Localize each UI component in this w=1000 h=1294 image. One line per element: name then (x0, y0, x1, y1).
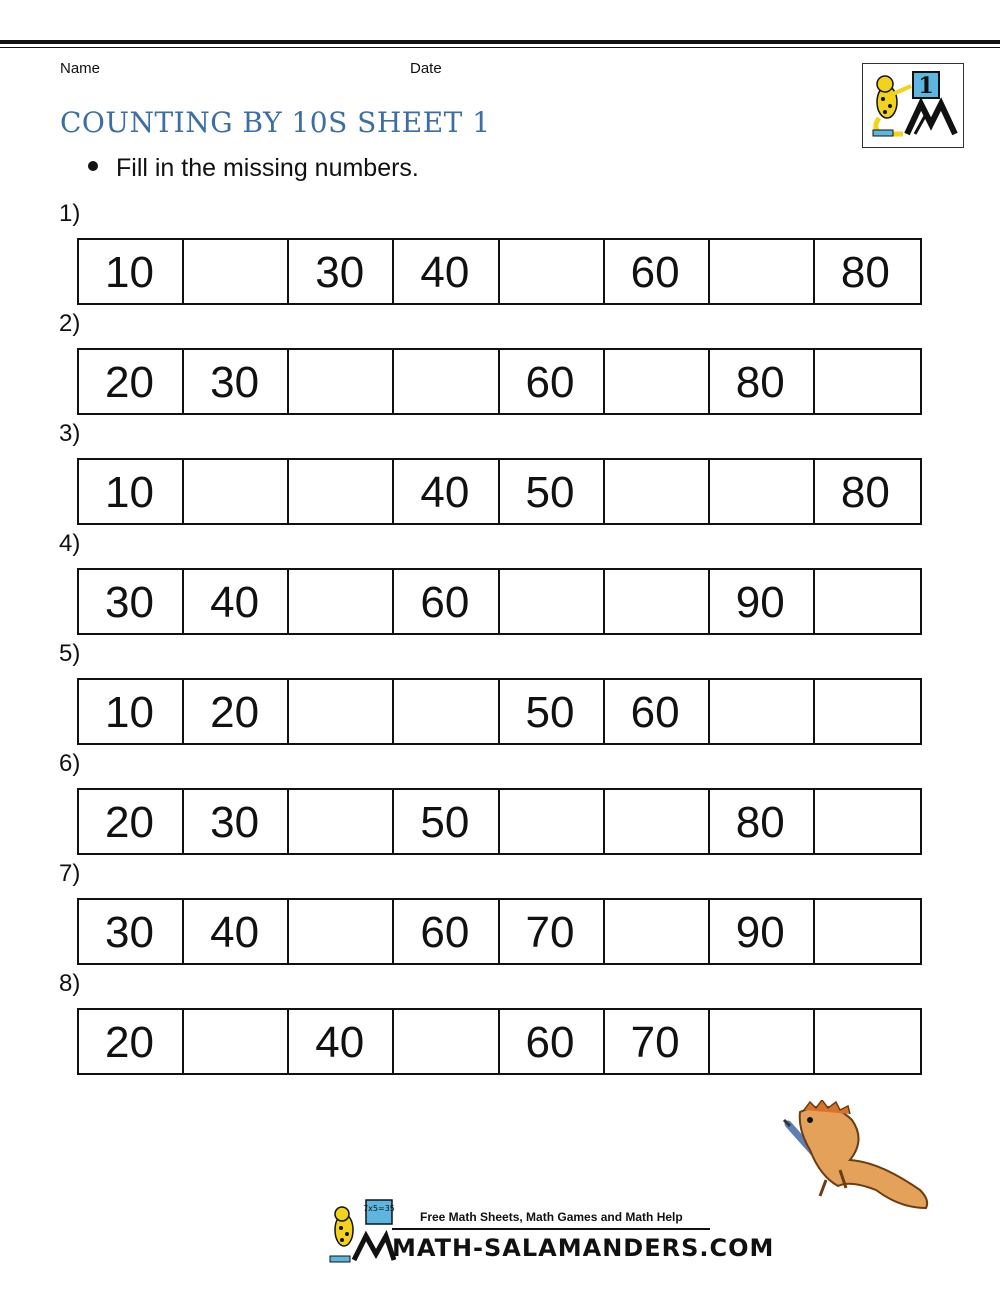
top-rule-thin (0, 47, 1000, 48)
number-cell: 40 (184, 900, 289, 963)
salamander-pencil-icon (780, 1100, 940, 1215)
number-cell: 20 (79, 350, 184, 413)
number-cell: 80 (710, 350, 815, 413)
problem-label: 5) (59, 640, 81, 667)
page-title: COUNTING BY 10S SHEET 1 (60, 106, 491, 139)
number-cell: 30 (184, 350, 289, 413)
number-cell: 80 (840, 248, 890, 297)
number-cell: 60 (394, 570, 499, 633)
blank-cell[interactable] (394, 680, 499, 743)
number-cell: 20 (79, 1010, 184, 1073)
problem-label: 2) (59, 310, 81, 337)
problem-label: 8) (59, 970, 81, 997)
blank-cell[interactable] (815, 1010, 920, 1073)
instruction (88, 154, 419, 183)
number-cell: 50 (394, 790, 499, 853)
blank-cell[interactable] (289, 350, 394, 413)
blank-cell[interactable] (289, 680, 394, 743)
blank-cell[interactable] (394, 1010, 499, 1073)
blank-cell[interactable] (710, 240, 815, 303)
number-cell: 60 (605, 240, 710, 303)
blank-cell[interactable] (289, 460, 394, 523)
blank-cell[interactable] (605, 790, 710, 853)
logo (862, 63, 964, 148)
blank-cell[interactable] (500, 790, 605, 853)
number-cell: 30 (79, 900, 184, 963)
number-cell: 90 (710, 900, 815, 963)
number-cell: 40 (289, 1010, 394, 1073)
number-cell: 10 (79, 460, 184, 523)
number-cell: 50 (500, 680, 605, 743)
footer-tagline: Free Math Sheets, Math Games and Math Help (420, 1210, 683, 1224)
blank-cell[interactable] (394, 350, 499, 413)
blank-cell[interactable] (815, 900, 920, 963)
number-cell: 70 (605, 1010, 710, 1073)
number-row (77, 1008, 922, 1075)
top-rule-thick (0, 40, 1000, 44)
number-cell: 10 (79, 240, 184, 303)
number-cell: 30 (289, 240, 394, 303)
footer-brand: MATH-SALAMANDERS.COM (392, 1234, 775, 1262)
footer-salamander-icon (326, 1196, 396, 1268)
blank-cell[interactable] (815, 570, 920, 633)
blank-cell[interactable] (605, 570, 710, 633)
problem-label: 3) (59, 420, 81, 447)
number-cell: 80 (840, 468, 890, 517)
number-cell: 60 (605, 680, 710, 743)
blank-cell[interactable] (184, 460, 289, 523)
number-cell: 20 (79, 790, 184, 853)
number-cell: 50 (500, 460, 605, 523)
number-cell: 60 (394, 900, 499, 963)
salamander-logo-icon (863, 64, 963, 147)
blank-cell[interactable] (605, 460, 710, 523)
number-row (77, 348, 922, 415)
number-cell: 40 (394, 240, 499, 303)
blank-cell[interactable] (184, 1010, 289, 1073)
number-row (77, 678, 922, 745)
bullet-icon (88, 161, 98, 171)
blank-cell[interactable] (815, 350, 920, 413)
blank-cell[interactable] (500, 570, 605, 633)
blank-cell[interactable] (815, 790, 920, 853)
number-cell: 10 (79, 680, 184, 743)
blank-cell[interactable] (500, 240, 605, 303)
problem-label: 4) (59, 530, 81, 557)
footer-badge-text: 7x5=35 (363, 1204, 395, 1213)
number-cell: 40 (184, 570, 289, 633)
number-cell: 80 (710, 790, 815, 853)
number-row (77, 458, 922, 525)
blank-cell[interactable] (710, 1010, 815, 1073)
blank-cell[interactable] (289, 900, 394, 963)
blank-cell[interactable] (184, 240, 289, 303)
blank-cell[interactable] (605, 350, 710, 413)
blank-cell[interactable] (289, 570, 394, 633)
problem-label: 7) (59, 860, 81, 887)
number-cell: 30 (79, 570, 184, 633)
blank-cell[interactable] (815, 680, 920, 743)
number-cell: 20 (184, 680, 289, 743)
blank-cell[interactable] (710, 460, 815, 523)
blank-cell[interactable] (605, 900, 710, 963)
instruction-text: Fill in the missing numbers. (116, 154, 419, 182)
name-label: Name (60, 60, 101, 77)
number-cell: 40 (394, 460, 499, 523)
footer-divider (392, 1228, 710, 1230)
number-cell: 70 (500, 900, 605, 963)
number-row (77, 788, 922, 855)
date-label: Date (410, 60, 442, 77)
problem-label: 6) (59, 750, 81, 777)
number-cell: 30 (184, 790, 289, 853)
number-row (77, 568, 922, 635)
problem-label: 1) (59, 200, 81, 227)
blank-cell[interactable] (289, 790, 394, 853)
number-cell: 90 (710, 570, 815, 633)
number-cell: 60 (500, 350, 605, 413)
number-row (77, 898, 922, 965)
logo-badge-text: 1 (918, 73, 934, 99)
blank-cell[interactable] (710, 680, 815, 743)
number-cell: 60 (500, 1010, 605, 1073)
number-row (77, 238, 922, 305)
